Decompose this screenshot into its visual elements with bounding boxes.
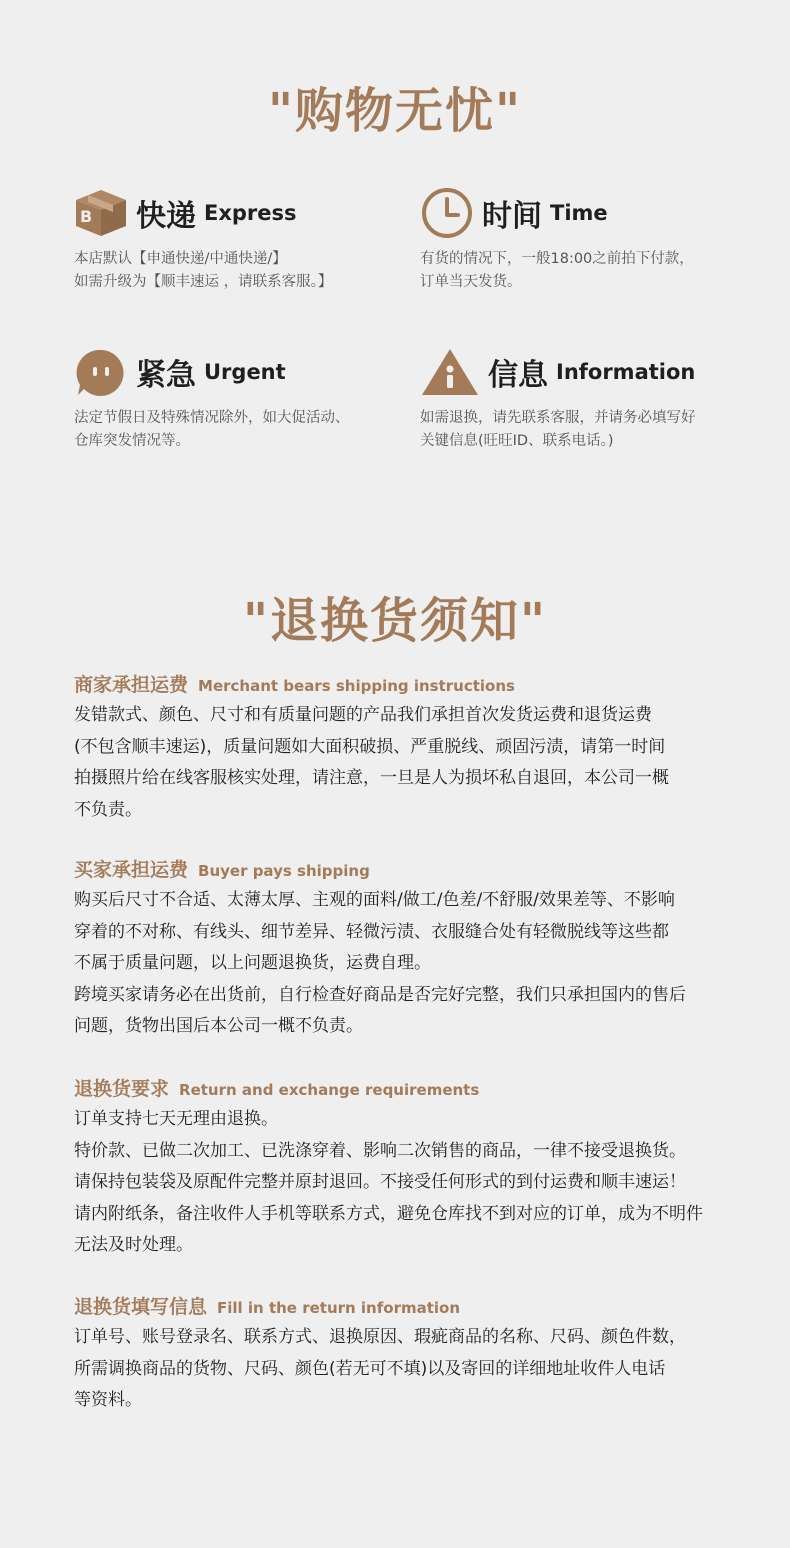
block-text-line: 订单支持七天无理由退换。 xyxy=(74,1109,278,1129)
block-text-line: (不包含顺丰速运)，质量问题如大面积破损、严重脱线、顽固污渍，请第一时间 xyxy=(74,736,666,757)
warning-icon xyxy=(420,345,480,399)
section-title-return-notice: "退换货须知" xyxy=(242,593,548,649)
block-title-en: Merchant bears shipping instructions xyxy=(198,677,515,695)
block-merchant-pays xyxy=(74,670,724,826)
block-text-line: 拍摄照片给在线客服核实处理，请注意，一旦是人为损坏私自退回，本公司一概 xyxy=(74,768,669,788)
feature-title-cn: 时间 xyxy=(482,199,542,234)
feature-title-cn: 紧急 xyxy=(136,358,196,393)
feature-desc-line: 仓库突发情况等。 xyxy=(74,433,190,449)
block-title-cn: 买家承担运费 xyxy=(74,859,189,881)
feature-title-cn: 快递 xyxy=(136,199,196,234)
block-text-line: 发错款式、颜色、尺寸和有质量问题的产品我们承担首次发货运费和退货运费 xyxy=(74,705,652,725)
block-title-cn: 商家承担运费 xyxy=(74,674,189,696)
feature-desc-line: 如需退换，请先联系客服，并请务必填写好 xyxy=(420,410,696,426)
block-text-line: 不属于质量问题，以上问题退换货，运费自理。 xyxy=(74,953,431,973)
block-return-information xyxy=(74,1292,724,1417)
feature-time xyxy=(420,184,750,294)
feature-title-en: Express xyxy=(204,201,297,225)
feature-title-en: Time xyxy=(550,201,608,225)
feature-desc-line: 如需升级为【顺丰速运 ，请联系客服。】 xyxy=(74,274,333,290)
feature-title-en: Urgent xyxy=(204,360,286,384)
block-text-line: 等资料。 xyxy=(74,1390,142,1410)
box-icon xyxy=(74,186,128,240)
block-text-line: 购买后尺寸不合适、太薄太厚、主观的面料/做工/色差/不舒服/效果差等、不影响 xyxy=(74,890,675,910)
block-title-cn: 退换货填写信息 xyxy=(74,1296,208,1318)
block-text-line: 所需调换商品的货物、尺码、颜色(若无可不填)以及寄回的详细地址收件人电话 xyxy=(74,1358,666,1379)
block-title-cn: 退换货要求 xyxy=(74,1078,170,1100)
chat-bubble-icon xyxy=(74,345,128,399)
clock-icon xyxy=(420,186,474,240)
block-text-line: 不负责。 xyxy=(74,799,142,820)
block-title-en: Return and exchange requirements xyxy=(179,1081,480,1099)
block-text-line: 穿着的不对称、有线头、细节差异、轻微污渍、衣服缝合处有轻微脱线等这些都 xyxy=(74,921,669,942)
block-text-line: 请保持包装袋及原配件完整并原封退回。不接受任何形式的到付运费和顺丰速运！ xyxy=(74,1172,686,1192)
feature-desc-line: 法定节假日及特殊情况除外，如大促活动、 xyxy=(74,410,350,426)
feature-information xyxy=(420,343,750,453)
feature-title-cn: 信息 xyxy=(488,358,548,393)
block-title-en: Fill in the return information xyxy=(217,1299,461,1317)
block-return-requirements xyxy=(74,1074,724,1262)
feature-desc-line: 订单当天发货。 xyxy=(420,274,522,290)
block-text-line: 跨境买家请务必在出货前，自行检查好商品是否完好完整，我们只承担国内的售后 xyxy=(74,984,686,1005)
block-title-en: Buyer pays shipping xyxy=(198,862,370,880)
feature-express xyxy=(74,184,404,294)
block-text-line: 无法及时处理。 xyxy=(74,1235,193,1255)
block-text-line: 订单号、账号登录名、联系方式、退换原因、瑕疵商品的名称、尺码、颜色件数， xyxy=(74,1327,686,1347)
section-title-worry-free: "购物无忧" xyxy=(267,83,523,139)
block-buyer-pays xyxy=(74,855,724,1043)
feature-desc-line: 有货的情况下，一般18:00之前拍下付款， xyxy=(420,251,694,267)
feature-urgent xyxy=(74,343,404,453)
feature-title-en: Information xyxy=(556,360,696,384)
block-text-line: 特价款、已做二次加工、已洗涤穿着、影响二次销售的商品，一律不接受退换货。 xyxy=(74,1140,686,1161)
feature-desc-line: 关键信息(旺旺ID、联系电话。) xyxy=(420,433,614,449)
feature-desc-line: 本店默认【申通快递/中通快递/】 xyxy=(74,251,287,267)
block-text-line: 问题，货物出国后本公司一概不负责。 xyxy=(74,1016,363,1036)
svg-text:B: B xyxy=(80,207,93,226)
block-text-line: 请内附纸条，备注收件人手机等联系方式，避免仓库找不到对应的订单，成为不明件 xyxy=(74,1203,703,1224)
